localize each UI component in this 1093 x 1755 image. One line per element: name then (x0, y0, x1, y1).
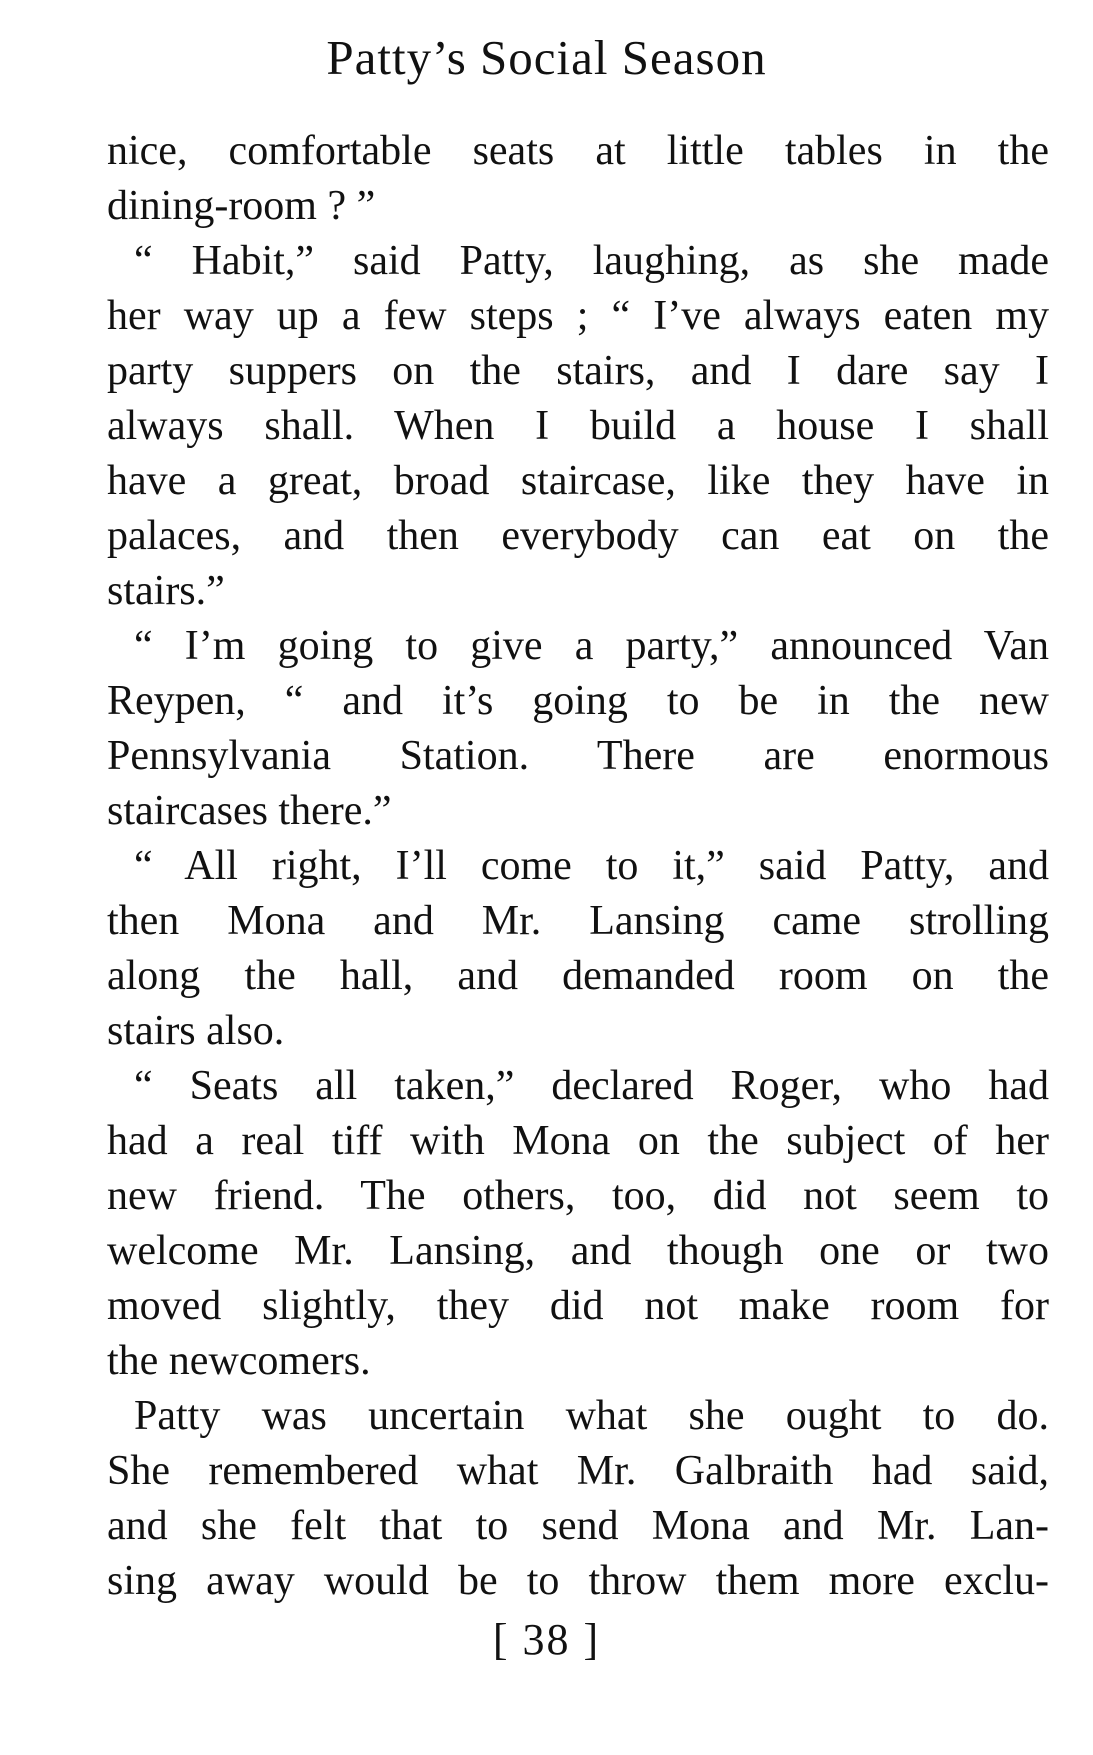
text-line: She remembered what Mr. Galbraith had said, (107, 1448, 1049, 1494)
text-line: have a great, broad staircase, like they have in (107, 458, 1049, 504)
text-line: along the hall, and demanded room on the (107, 953, 1049, 999)
text-line: and she felt that to send Mona and Mr. Lan- (107, 1503, 1049, 1549)
text-line: “ All right, I’ll come to it,” said Patty, and (134, 843, 1049, 889)
text-line: then Mona and Mr. Lansing came strolling (107, 898, 1049, 944)
text-line: nice, comfortable seats at little tables in the (107, 128, 1049, 174)
running-head: Patty’s Social Season (326, 30, 767, 85)
text-line: dining-room ? ” (107, 183, 376, 229)
text-line: Pennsylvania Station. There are enormous (107, 733, 1049, 779)
text-line: “ Habit,” said Patty, laughing, as she made (134, 238, 1049, 284)
text-line: Reypen, “ and it’s going to be in the new (107, 678, 1049, 724)
text-line: “ I’m going to give a party,” announced Van (134, 623, 1049, 669)
text-line: “ Seats all taken,” declared Roger, who had (134, 1063, 1049, 1109)
text-line: moved slightly, they did not make room for (107, 1283, 1049, 1329)
text-line: party suppers on the stairs, and I dare say I (107, 348, 1049, 394)
text-line: Patty was uncertain what she ought to do. (134, 1393, 1049, 1439)
body-text (107, 124, 1049, 1609)
text-line: palaces, and then everybody can eat on the (107, 513, 1049, 559)
text-line: always shall. When I build a house I shall (107, 403, 1049, 449)
text-line: staircases there.” (107, 788, 392, 834)
text-line: welcome Mr. Lansing, and though one or two (107, 1228, 1049, 1274)
page-number: [ 38 ] (492, 1615, 601, 1664)
text-line: her way up a few steps ; “ I’ve always eaten my (107, 293, 1049, 339)
text-line: stairs also. (107, 1008, 285, 1054)
text-line: sing away would be to throw them more exclu- (107, 1558, 1049, 1604)
text-line: had a real tiff with Mona on the subject of her (107, 1118, 1049, 1164)
text-line: the newcomers. (107, 1338, 371, 1384)
text-line: stairs.” (107, 568, 225, 614)
text-line: new friend. The others, too, did not seem to (107, 1173, 1049, 1219)
